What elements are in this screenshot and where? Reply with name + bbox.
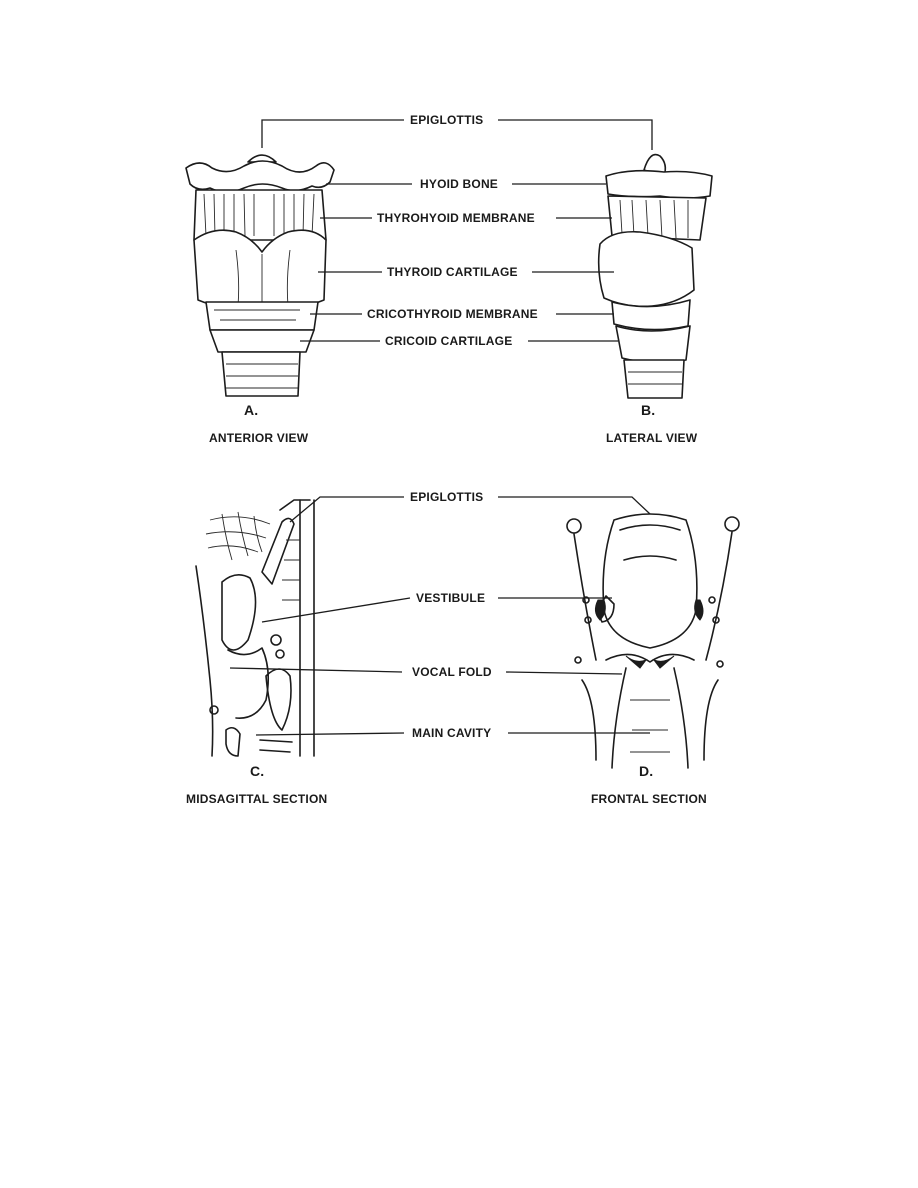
midsagittal-tongue-hatching [206,512,270,560]
panel-a-letter: A. [244,402,259,418]
anterior-trachea [222,352,300,396]
frontal-section-drawing [567,514,739,768]
anterior-view-drawing [186,155,334,396]
frontal-main-cavity [612,668,688,768]
panel-c-letter: C. [250,763,265,779]
anterior-cricoid-cartilage [210,330,314,352]
label-cricoid-cartilage: CRICOID CARTILAGE [385,334,513,348]
label-thyrohyoid-membrane: THYROHYOID MEMBRANE [377,211,535,225]
frontal-left-hyoid [567,519,581,533]
anterior-thyroid-cartilage [194,230,326,312]
midsagittal-vocal-fold [228,648,268,718]
midsagittal-epiglottis [262,518,294,584]
label-vocal-fold: VOCAL FOLD [412,665,492,679]
label-hyoid-bone: HYOID BONE [420,177,499,191]
label-thyroid-cartilage: THYROID CARTILAGE [387,265,518,279]
label-epiglottis-bottom: EPIGLOTTIS [410,490,484,504]
label-epiglottis-top: EPIGLOTTIS [410,113,484,127]
anterior-hyoid-bone [186,161,334,192]
frontal-vocal-fold [606,654,694,662]
panel-b-letter: B. [641,402,656,418]
panel-c-caption: MIDSAGITTAL SECTION [186,792,328,806]
panel-a-caption: ANTERIOR VIEW [209,431,309,445]
panel-b-caption: LATERAL VIEW [606,431,698,445]
frontal-epiglottis [603,514,697,648]
anterior-cricothyroid-membrane [206,302,318,330]
lateral-view-drawing [599,155,712,398]
label-cricothyroid-membrane: CRICOTHYROID MEMBRANE [367,307,538,321]
panel-d-letter: D. [639,763,654,779]
lateral-hyoid-bone [606,171,712,198]
label-main-cavity: MAIN CAVITY [412,726,492,740]
midsagittal-section-drawing [196,500,314,756]
lateral-cricoid-cartilage [616,326,690,363]
midsagittal-trachea-wall [300,500,314,756]
lateral-trachea [624,360,684,398]
midsagittal-outline [196,566,213,756]
frontal-right-hyoid [725,517,739,531]
label-vestibule: VESTIBULE [416,591,486,605]
lateral-thyroid-cartilage [599,232,694,307]
panel-d-caption: FRONTAL SECTION [591,792,707,806]
